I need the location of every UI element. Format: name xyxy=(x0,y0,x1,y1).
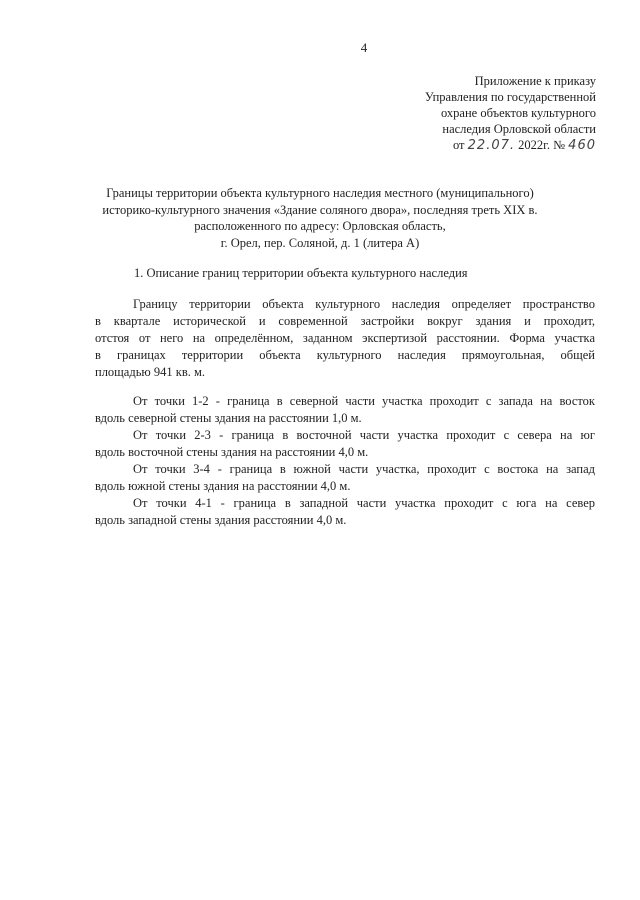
title-line: Границы территории объекта культурного наследия местного (муниципального) xyxy=(106,186,534,200)
appendix-line: Приложение к приказу xyxy=(474,74,596,88)
paragraph-line: вдоль восточной стены здания на расстоянии 4,0 м. xyxy=(95,445,369,459)
paragraph-line: вдоль северной стены здания на расстоянии 1,0 м. xyxy=(95,411,362,425)
paragraph-line: От точки 1-2 - граница в северной части участка проходит с запада на восток xyxy=(133,394,595,408)
paragraph-line: От точки 4-1 - граница в западной части участка проходит с юга на север xyxy=(133,496,595,510)
page-number: 4 xyxy=(360,40,368,55)
paragraph-line: отстоя от него на определённом, заданном экспертизой расстоянии. Форма участка xyxy=(95,331,595,345)
paragraph-line: От точки 3-4 - граница в южной части участка, проходит с востока на запад xyxy=(133,462,595,476)
handwritten-date: 22.07. xyxy=(467,138,516,153)
appendix-line: наследия Орловской области xyxy=(442,122,596,136)
appendix-line: охране объектов культурного xyxy=(440,106,596,120)
paragraph-points-3-4 xyxy=(95,461,595,495)
paragraph-line: в квартале исторической и современной застройки вокруг здания и проходит, xyxy=(95,314,595,328)
title-line: историко-культурного значения «Здание соляного двора», последняя треть XIX в. xyxy=(102,202,538,217)
order-date-line xyxy=(336,137,596,154)
paragraph-line: в границах территории объекта культурного наследия прямоугольная, общей xyxy=(95,348,595,362)
paragraph-points-2-3 xyxy=(95,427,595,461)
paragraph-line: вдоль западной стены здания расстоянии 4,0 м. xyxy=(95,513,347,527)
paragraph-line: вдоль южной стены здания на расстоянии 4,0 м. xyxy=(95,479,351,493)
paragraph-points-4-1 xyxy=(95,495,595,529)
handwritten-order-number: 460 xyxy=(568,138,596,153)
title-line: расположенного по адресу: Орловская область, xyxy=(194,219,446,233)
paragraph-line: От точки 2-3 - граница в восточной части участка проходит с севера на юг xyxy=(133,428,595,442)
date-year: 2022г. № xyxy=(518,138,566,152)
paragraph-line: Границу территории объекта культурного наследия определяет пространство xyxy=(133,297,595,311)
paragraph-points-1-2 xyxy=(95,393,595,427)
appendix-header xyxy=(336,73,596,154)
paragraph-boundary-description xyxy=(95,296,595,381)
section-heading: 1. Описание границ территории объекта культурного наследия xyxy=(134,266,468,280)
appendix-line: Управления по государственной xyxy=(424,90,596,104)
paragraph-line: площадью 941 кв. м. xyxy=(95,365,206,379)
document-title xyxy=(60,185,580,251)
title-line: г. Орел, пер. Соляной, д. 1 (литера А) xyxy=(220,235,420,250)
date-prefix: от xyxy=(452,138,465,152)
